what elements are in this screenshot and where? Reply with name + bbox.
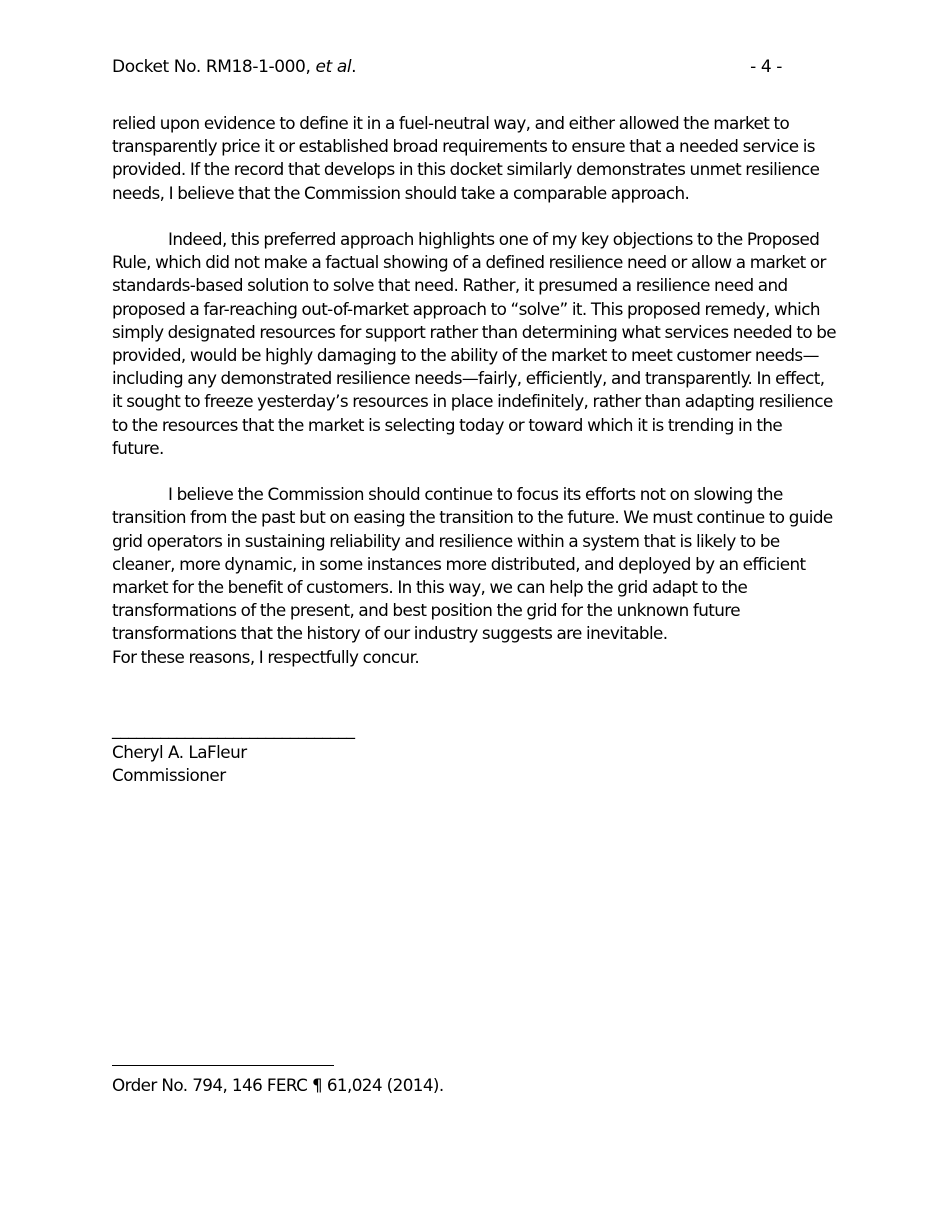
paragraph-concur: For these reasons, I respectfully concur.	[112, 646, 420, 667]
signature-block	[112, 718, 355, 787]
signatory-name: Cheryl A. LaFleur	[112, 742, 247, 762]
footnote: Order No. 794, 146 FERC ¶ 61,024 (2014).	[112, 1075, 444, 1095]
signature-line: ______________________________	[112, 719, 355, 739]
paragraph-focus: I believe the Commission should continue to focus its efforts not on slowing the transition from the past but on easing the transition to the future. We must continue to guide grid operators in sustaining reliability and resilience within a system that is likely to be cleaner, more dynamic, in some instances more distributed, and deployed by an efficient market for the benefit of customers. In this way, we can help the grid adapt to the transformations of the present, and best position the grid for the unknown future transformations that the history of our industry suggests are inevitable.	[112, 484, 833, 644]
body-text	[112, 112, 836, 692]
docket-prefix: Docket No. RM18-1-000,	[112, 57, 311, 77]
footnote-divider	[112, 1065, 334, 1066]
docket-suffix: .	[351, 57, 357, 77]
signatory-title: Commissioner	[112, 765, 226, 785]
paragraph-objections: Indeed, this preferred approach highlights one of my key objections to the Proposed Rule, which did not make a factual showing of a defined resilience need or allow a market or standards-based solution to solve that need. Rather, it presumed a resilience need and proposed a far-reaching out-of-market approach to “solve” it. This proposed remedy, which simply designated resources for support rather than determining what services needed to be provided, would be highly damaging to the ability of the market to meet customer needs—including any demonstrated resilience needs—fairly, efficiently, and transparently. In effect, it sought to freeze yesterday’s resources in place indefinitely, rather than adapting resilience to the resources that the market is selecting today or toward which it is trending in the future.	[112, 229, 836, 458]
paragraph-continuation: relied upon evidence to define it in a fuel-neutral way, and either allowed the market to transparently price it or established broad requirements to ensure that a needed service is provided. If the record that develops in this docket similarly demonstrates unmet resilience needs, I believe that the Commission should take a comparable approach.	[112, 113, 820, 203]
page-number: - 4 -	[750, 57, 782, 77]
docket-etal: et al	[315, 57, 352, 77]
docket-number	[112, 56, 356, 78]
